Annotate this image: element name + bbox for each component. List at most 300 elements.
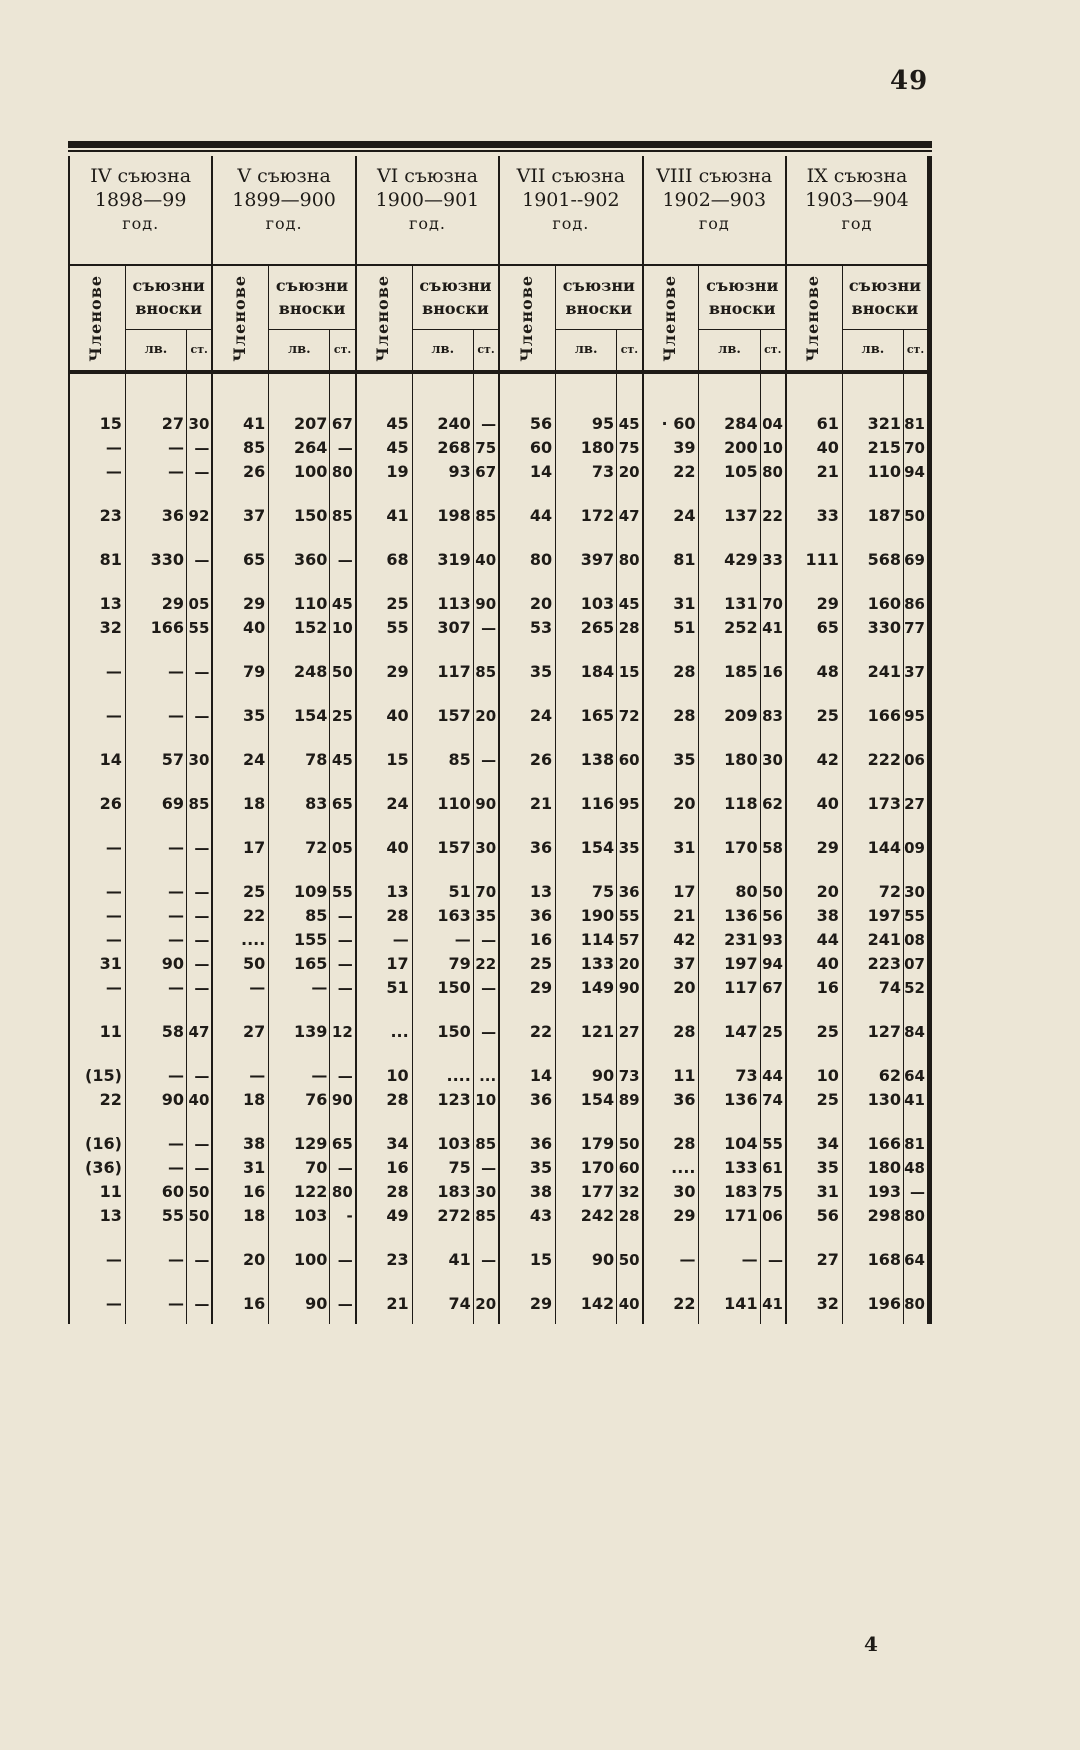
spacer-cell [125,1316,186,1324]
members-cell: · 60 [643,412,699,436]
stotinki-cell: 55 [760,1132,786,1156]
members-cell: 16 [212,1180,268,1204]
stotinki-cell: 40 [187,1088,213,1112]
stotinki-cell: 75 [473,436,499,460]
spacer-cell [69,484,125,504]
leva-cell: 130 [867,1090,901,1109]
spacer-cell [786,816,842,836]
stotinki-cell: 30 [473,836,499,860]
spacer-cell [903,372,929,412]
table-row [69,792,930,816]
members-cell: 81 [643,548,699,572]
stotinki-cell: 69 [903,548,929,572]
leva-cell: — [311,978,328,997]
year-header-4 [499,156,642,265]
year-header-row [69,156,930,265]
members-cell: 14 [69,748,125,772]
spacer-cell [903,484,929,504]
spacer-cell [330,572,356,592]
leva-cell: 103 [437,1134,471,1153]
leva-cell: 110 [867,462,901,481]
spacer-cell [473,860,499,880]
members-cell: 28 [356,1088,412,1112]
members-cell: ... [356,1020,412,1044]
members-cell: 45 [356,436,412,460]
members-cell: 42 [786,748,842,772]
dues-label: съюзни [848,276,922,296]
stotinki-cell: 64 [903,1248,929,1272]
members-cell: 25 [499,952,555,976]
spacer-cell [473,1000,499,1020]
stotinki-cell: 05 [187,592,213,616]
spacer-cell [556,1044,617,1064]
spacer-cell [187,1272,213,1292]
members-cell: 42 [643,928,699,952]
stotinki-cell: 92 [187,504,213,528]
stotinki-cell: 08 [903,928,929,952]
spacer-cell [212,484,268,504]
row-spacer [69,816,930,836]
members-cell: 20 [643,792,699,816]
leva-cell: 72 [878,882,901,901]
leva-cell: 222 [867,750,901,769]
members-cell: 10 [786,1064,842,1088]
spacer-cell [786,528,842,548]
leva-cell: 168 [867,1250,901,1269]
spacer-cell [473,640,499,660]
spacer-cell [556,372,617,412]
spacer-cell [125,1228,186,1248]
spacer-cell [556,1228,617,1248]
spacer-cell [699,816,760,836]
spacer-cell [786,772,842,792]
leva-cell: 155 [294,930,328,949]
leva-cell: 41 [448,1250,471,1269]
spacer-cell [499,1272,555,1292]
members-cell: 43 [499,1204,555,1228]
members-cell: — [212,976,268,1000]
leva-cell: 70 [305,1158,328,1177]
stotinki-cell: 89 [617,1088,643,1112]
leva-cell: 78 [305,750,328,769]
spacer-cell [556,816,617,836]
stotinki-cell: 20 [617,460,643,484]
stotinki-cell: — [473,412,499,436]
spacer-cell [330,1316,356,1324]
leva-cell: 284 [724,414,758,433]
spacer-cell [617,684,643,704]
stotinki-cell: — [187,904,213,928]
members-cell: 17 [356,952,412,976]
stotinki-cell: 41 [760,616,786,640]
members-cell: 11 [643,1064,699,1088]
stotinki-cell: 45 [617,592,643,616]
leva-cell: 62 [878,1066,901,1085]
row-spacer [69,640,930,660]
stotinki-cell: — [473,1248,499,1272]
table-row [69,1156,930,1180]
members-cell: 19 [356,460,412,484]
stotinki-cell: 45 [330,592,356,616]
spacer-cell [786,1000,842,1020]
members-cell: 16 [786,976,842,1000]
leva-cell: 74 [448,1294,471,1313]
leva-cell: 83 [305,794,328,813]
members-cell: 13 [69,1204,125,1228]
stotinki-cell: 22 [760,504,786,528]
stotinki-cell: 10 [473,1088,499,1112]
year-header-6 [786,156,930,265]
leva-cell: 185 [724,662,758,681]
stotinki-cell: 36 [617,880,643,904]
year-header-line2: 1900—901 [375,189,480,211]
members-label: Членове [229,274,249,362]
spacer-cell [643,1000,699,1020]
members-cell: 32 [69,616,125,640]
spacer-cell [903,772,929,792]
spacer-cell [903,1272,929,1292]
stotinki-cell: — [187,880,213,904]
spacer-cell [842,860,903,880]
stotinki-cell: — [187,436,213,460]
members-cell: 16 [212,1292,268,1316]
stotinki-cell: 85 [473,1132,499,1156]
spacer-cell [699,1316,760,1324]
spacer-cell [125,860,186,880]
spacer-cell [643,728,699,748]
leva-cell: 79 [448,954,471,973]
leva-cell: 51 [448,882,471,901]
members-cell: — [69,1248,125,1272]
spacer-cell [786,1112,842,1132]
spacer-cell [330,372,356,412]
row-spacer [69,372,930,412]
table-row [69,1292,930,1316]
stotinki-cell: 70 [760,592,786,616]
leva-unit-header: лв. [412,329,473,372]
members-cell: 13 [356,880,412,904]
dues-label: вноски [708,299,776,319]
members-cell: 35 [786,1156,842,1180]
spacer-cell [69,684,125,704]
leva-cell: 154 [294,706,328,725]
stotinki-cell: 80 [330,1180,356,1204]
members-column-header [499,265,555,372]
union-dues-header [412,265,499,329]
leva-cell: 242 [580,1206,615,1225]
spacer-cell [356,772,412,792]
stotinki-cell: 60 [617,748,643,772]
spacer-cell [212,772,268,792]
leva-cell: — [168,462,185,481]
leva-cell: 154 [580,1090,615,1109]
leva-cell: 116 [580,794,615,813]
spacer-cell [212,528,268,548]
stotinki-cell: 86 [903,592,929,616]
spacer-cell [617,640,643,660]
stotinki-cell: 33 [760,548,786,572]
members-cell: 17 [212,836,268,860]
table-row [69,1204,930,1228]
spacer-cell [125,816,186,836]
stotinki-cell: 55 [617,904,643,928]
members-cell: 28 [643,704,699,728]
leva-cell: 139 [294,1022,328,1041]
leva-cell: — [168,930,185,949]
spacer-cell [903,1044,929,1064]
spacer-cell [760,816,786,836]
spacer-cell [330,484,356,504]
spacer-cell [556,1316,617,1324]
spacer-cell [356,1000,412,1020]
spacer-cell [499,372,555,412]
page-number: 49 [890,66,929,96]
spacer-cell [903,1228,929,1248]
members-cell: 29 [786,592,842,616]
year-header-1 [69,156,212,265]
stotinki-cell: 30 [187,412,213,436]
stotinki-cell: 50 [617,1248,643,1272]
spacer-cell [556,860,617,880]
leva-cell: 321 [867,414,901,433]
spacer-cell [269,772,330,792]
stotinki-cell: 62 [760,792,786,816]
stotinki-cell: — [187,1156,213,1180]
members-cell: 27 [212,1020,268,1044]
spacer-cell [556,640,617,660]
spacer-cell [617,816,643,836]
spacer-cell [125,572,186,592]
table-row [69,1132,930,1156]
members-cell: — [69,460,125,484]
leva-cell: 133 [580,954,615,973]
leva-cell: 197 [724,954,758,973]
spacer-cell [212,1316,268,1324]
leva-cell: — [168,1250,185,1269]
members-cell: — [69,704,125,728]
leva-cell: 187 [867,506,901,525]
stotinki-cell: 47 [617,504,643,528]
spacer-cell [499,1316,555,1324]
members-cell: 18 [212,1088,268,1112]
spacer-cell [412,484,473,504]
spacer-cell [617,572,643,592]
members-cell: 17 [643,880,699,904]
spacer-cell [499,528,555,548]
leva-cell: — [168,906,185,925]
members-label: Членове [516,274,536,362]
leva-cell: 110 [294,594,328,613]
leva-cell: 141 [724,1294,758,1313]
leva-cell: 190 [580,906,615,925]
spacer-cell [499,640,555,660]
spacer-cell [760,640,786,660]
spacer-cell [187,640,213,660]
members-cell: 38 [212,1132,268,1156]
spacer-cell [699,728,760,748]
year-header-line1: VII съюзна [516,165,626,187]
stotinki-cell: — [187,976,213,1000]
year-header-line2: 1898—99 [94,189,187,211]
stotinki-cell: 20 [473,704,499,728]
spacer-cell [330,1000,356,1020]
members-cell: 28 [356,1180,412,1204]
dues-label: вноски [422,299,489,319]
spacer-cell [786,728,842,748]
year-header-line1: IX съюзна [806,165,908,187]
leva-cell: 215 [867,438,901,457]
leva-cell: 122 [294,1182,328,1201]
members-cell: 31 [786,1180,842,1204]
leva-cell: 147 [724,1022,758,1041]
stotinki-cell: 27 [903,792,929,816]
spacer-cell [330,528,356,548]
stotinki-cell: 74 [760,1088,786,1112]
leva-cell: 166 [150,618,185,637]
year-header-line2: 1899—900 [232,189,336,211]
row-spacer [69,528,930,548]
stotinki-cell: 94 [760,952,786,976]
leva-cell: 85 [305,906,328,925]
year-header-line1: VI съюзна [377,165,478,187]
spacer-cell [760,684,786,704]
stotinki-cell: 30 [760,748,786,772]
stotinki-cell: — [187,1064,213,1088]
members-cell: — [69,976,125,1000]
leva-cell: 165 [294,954,328,973]
stotinki-cell: — [330,976,356,1000]
spacer-cell [212,728,268,748]
spacer-cell [412,1112,473,1132]
spacer-cell [643,372,699,412]
spacer-cell [330,860,356,880]
members-cell: — [69,836,125,860]
table-row [69,704,930,728]
stotinki-cell: 06 [903,748,929,772]
members-cell: 29 [499,1292,555,1316]
spacer-cell [412,372,473,412]
members-cell: 68 [356,548,412,572]
spacer-cell [643,528,699,548]
members-cell: 38 [499,1180,555,1204]
spacer-cell [760,484,786,504]
spacer-cell [356,640,412,660]
members-cell: 61 [786,412,842,436]
spacer-cell [69,816,125,836]
members-cell: 40 [356,704,412,728]
leva-cell: 90 [161,1090,185,1109]
members-cell: 56 [499,412,555,436]
spacer-cell [903,1112,929,1132]
members-cell: — [643,1248,699,1272]
stotinki-cell: 50 [617,1132,643,1156]
leva-cell: 127 [867,1022,901,1041]
spacer-cell [212,1044,268,1064]
stotinki-cell: — [187,548,213,572]
spacer-cell [760,728,786,748]
stotinki-cell: — [330,952,356,976]
row-spacer [69,1228,930,1248]
spacer-cell [760,572,786,592]
year-header-2 [212,156,355,265]
members-cell: 79 [212,660,268,684]
members-cell: 29 [212,592,268,616]
leva-cell: 123 [437,1090,471,1109]
leva-cell: — [741,1250,758,1269]
spacer-cell [903,528,929,548]
spacer-cell [617,772,643,792]
stotinki-cell: 32 [617,1180,643,1204]
members-column-header [356,265,412,372]
stotinki-cell: - [330,1204,356,1228]
spacer-cell [842,528,903,548]
stotinki-cell: — [473,976,499,1000]
leva-cell: 152 [294,618,328,637]
dues-label: вноски [851,299,919,319]
spacer-cell [269,1112,330,1132]
leva-cell: 76 [305,1090,328,1109]
leva-cell: 209 [724,706,758,725]
spacer-cell [187,684,213,704]
leva-cell: 180 [724,750,758,769]
leva-cell: — [168,1158,185,1177]
leva-cell: 165 [580,706,615,725]
members-cell: 36 [499,904,555,928]
stotinki-cell: — [187,1292,213,1316]
leva-cell: 223 [867,954,901,973]
leva-cell: 72 [305,838,328,857]
stotinki-cell: 83 [760,704,786,728]
members-label: Членове [86,274,106,362]
spacer-cell [903,640,929,660]
leva-cell: .... [446,1066,471,1085]
year-header-line1: VIII съюзна [656,165,773,187]
leva-cell: 272 [437,1206,471,1225]
year-header-line2: 1901--902 [522,189,620,211]
stotinki-unit-header: ст. [617,329,643,372]
dues-label: вноски [278,299,346,319]
spacer-cell [760,1316,786,1324]
spacer-cell [473,484,499,504]
spacer-cell [69,1000,125,1020]
leva-cell: 117 [437,662,471,681]
stotinki-cell: 55 [187,616,213,640]
members-cell: 31 [643,836,699,860]
members-column-header [643,265,699,372]
stotinki-cell: 67 [760,976,786,1000]
union-dues-header [125,265,212,329]
members-cell: 40 [356,836,412,860]
leva-unit-header: лв. [842,329,903,372]
stotinki-cell: 35 [617,836,643,860]
spacer-cell [903,728,929,748]
spacer-cell [356,1112,412,1132]
stotinki-cell: — [330,436,356,460]
members-cell: 56 [786,1204,842,1228]
spacer-cell [269,572,330,592]
members-cell: 41 [356,504,412,528]
spacer-cell [643,1272,699,1292]
spacer-cell [699,1044,760,1064]
stotinki-cell: 56 [760,904,786,928]
spacer-cell [473,572,499,592]
table-row [69,460,930,484]
year-header-god: год. [409,214,446,233]
spacer-cell [499,1000,555,1020]
stotinki-cell: — [330,548,356,572]
spacer-cell [356,1228,412,1248]
spacer-cell [786,640,842,660]
